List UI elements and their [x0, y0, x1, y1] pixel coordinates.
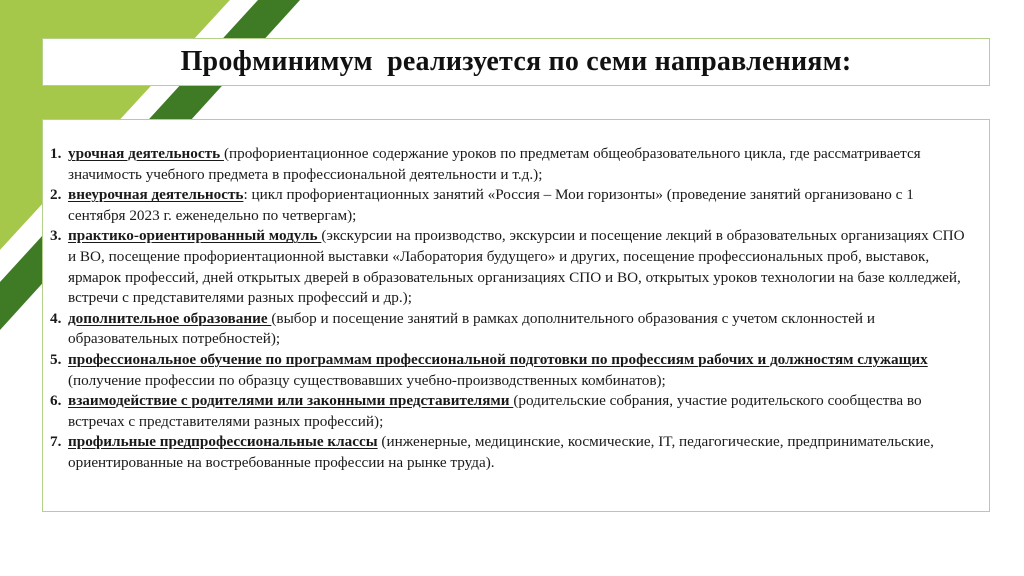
- item-number: 4.: [50, 309, 62, 327]
- item-description: (экскурсии на производство, экскурсии и посещение лекций в образовательных организациях СПО и ВО, посещение профориентационной выставки «Лаборатория будущего» и других, посещение профессиональных проб, выставок, ярмарок профессий, дней открытых дверей в образовательных организациях СПО и ВО, открытых уроков технологии на базе колледжей, встречи с представителями разных профессий и др.);: [68, 227, 965, 307]
- item-description: : цикл профориентационных занятий «Россия – Мои горизонты» (проведение занятий организовано с 1 сентября 2023 г. еженедельно по четвергам);: [68, 186, 914, 224]
- directions-list: [50, 144, 975, 474]
- slide-title: Профминимум реализуется по семи направлениям:: [180, 46, 852, 77]
- item-text: [68, 144, 975, 185]
- list-item: [50, 185, 975, 226]
- directions-panel: [42, 119, 990, 512]
- item-text: [68, 226, 975, 308]
- item-number: 2.: [50, 186, 62, 204]
- item-number: 6.: [50, 392, 62, 410]
- item-term: взаимодействие с родителями или законными представителями: [68, 392, 514, 410]
- item-description: (выбор и посещение занятий в рамках дополнительного образования с учетом склонностей и образовательных потребностей);: [68, 309, 875, 348]
- item-text: [68, 350, 975, 391]
- list-item: [50, 432, 975, 473]
- item-text: [68, 391, 975, 432]
- item-term: урочная деятельность: [68, 145, 224, 162]
- item-term: профессиональное обучение по программам профессиональной подготовки по профессиям рабочих и должностям служащих: [68, 350, 928, 368]
- item-text: [68, 309, 975, 350]
- list-item: [50, 226, 975, 308]
- item-description: (профориентационное содержание уроков по предметам общеобразовательного цикла, где рассматривается значимость учебного предмета в профессиональной деятельности и т.д.);: [68, 145, 921, 183]
- item-term: профильные предпрофессиональные классы: [68, 433, 378, 451]
- item-text: [68, 432, 975, 473]
- item-description: (получение профессии по образцу существовавших учебно-производственных комбинатов);: [68, 371, 666, 389]
- list-item: [50, 309, 975, 350]
- item-term: внеурочная деятельность: [68, 186, 244, 204]
- item-description: (родительские собрания, участие родительского сообщества во встречах с представителями разных профессий);: [68, 392, 922, 430]
- list-item: [50, 144, 975, 185]
- item-term: практико-ориентированный модуль: [68, 227, 322, 245]
- title-banner: [42, 38, 990, 86]
- item-text: [68, 185, 975, 226]
- list-item: [50, 391, 975, 432]
- item-term: дополнительное образование: [68, 309, 272, 327]
- item-number: 7.: [50, 433, 62, 451]
- item-description: (инженерные, медицинские, космические, IT, педагогические, предпринимательские, ориентированные на востребованные профессии на рынке труда).: [68, 433, 934, 471]
- item-number: 3.: [50, 227, 62, 245]
- item-number: 5.: [50, 350, 62, 368]
- item-number: 1.: [50, 145, 62, 162]
- list-item: [50, 350, 975, 391]
